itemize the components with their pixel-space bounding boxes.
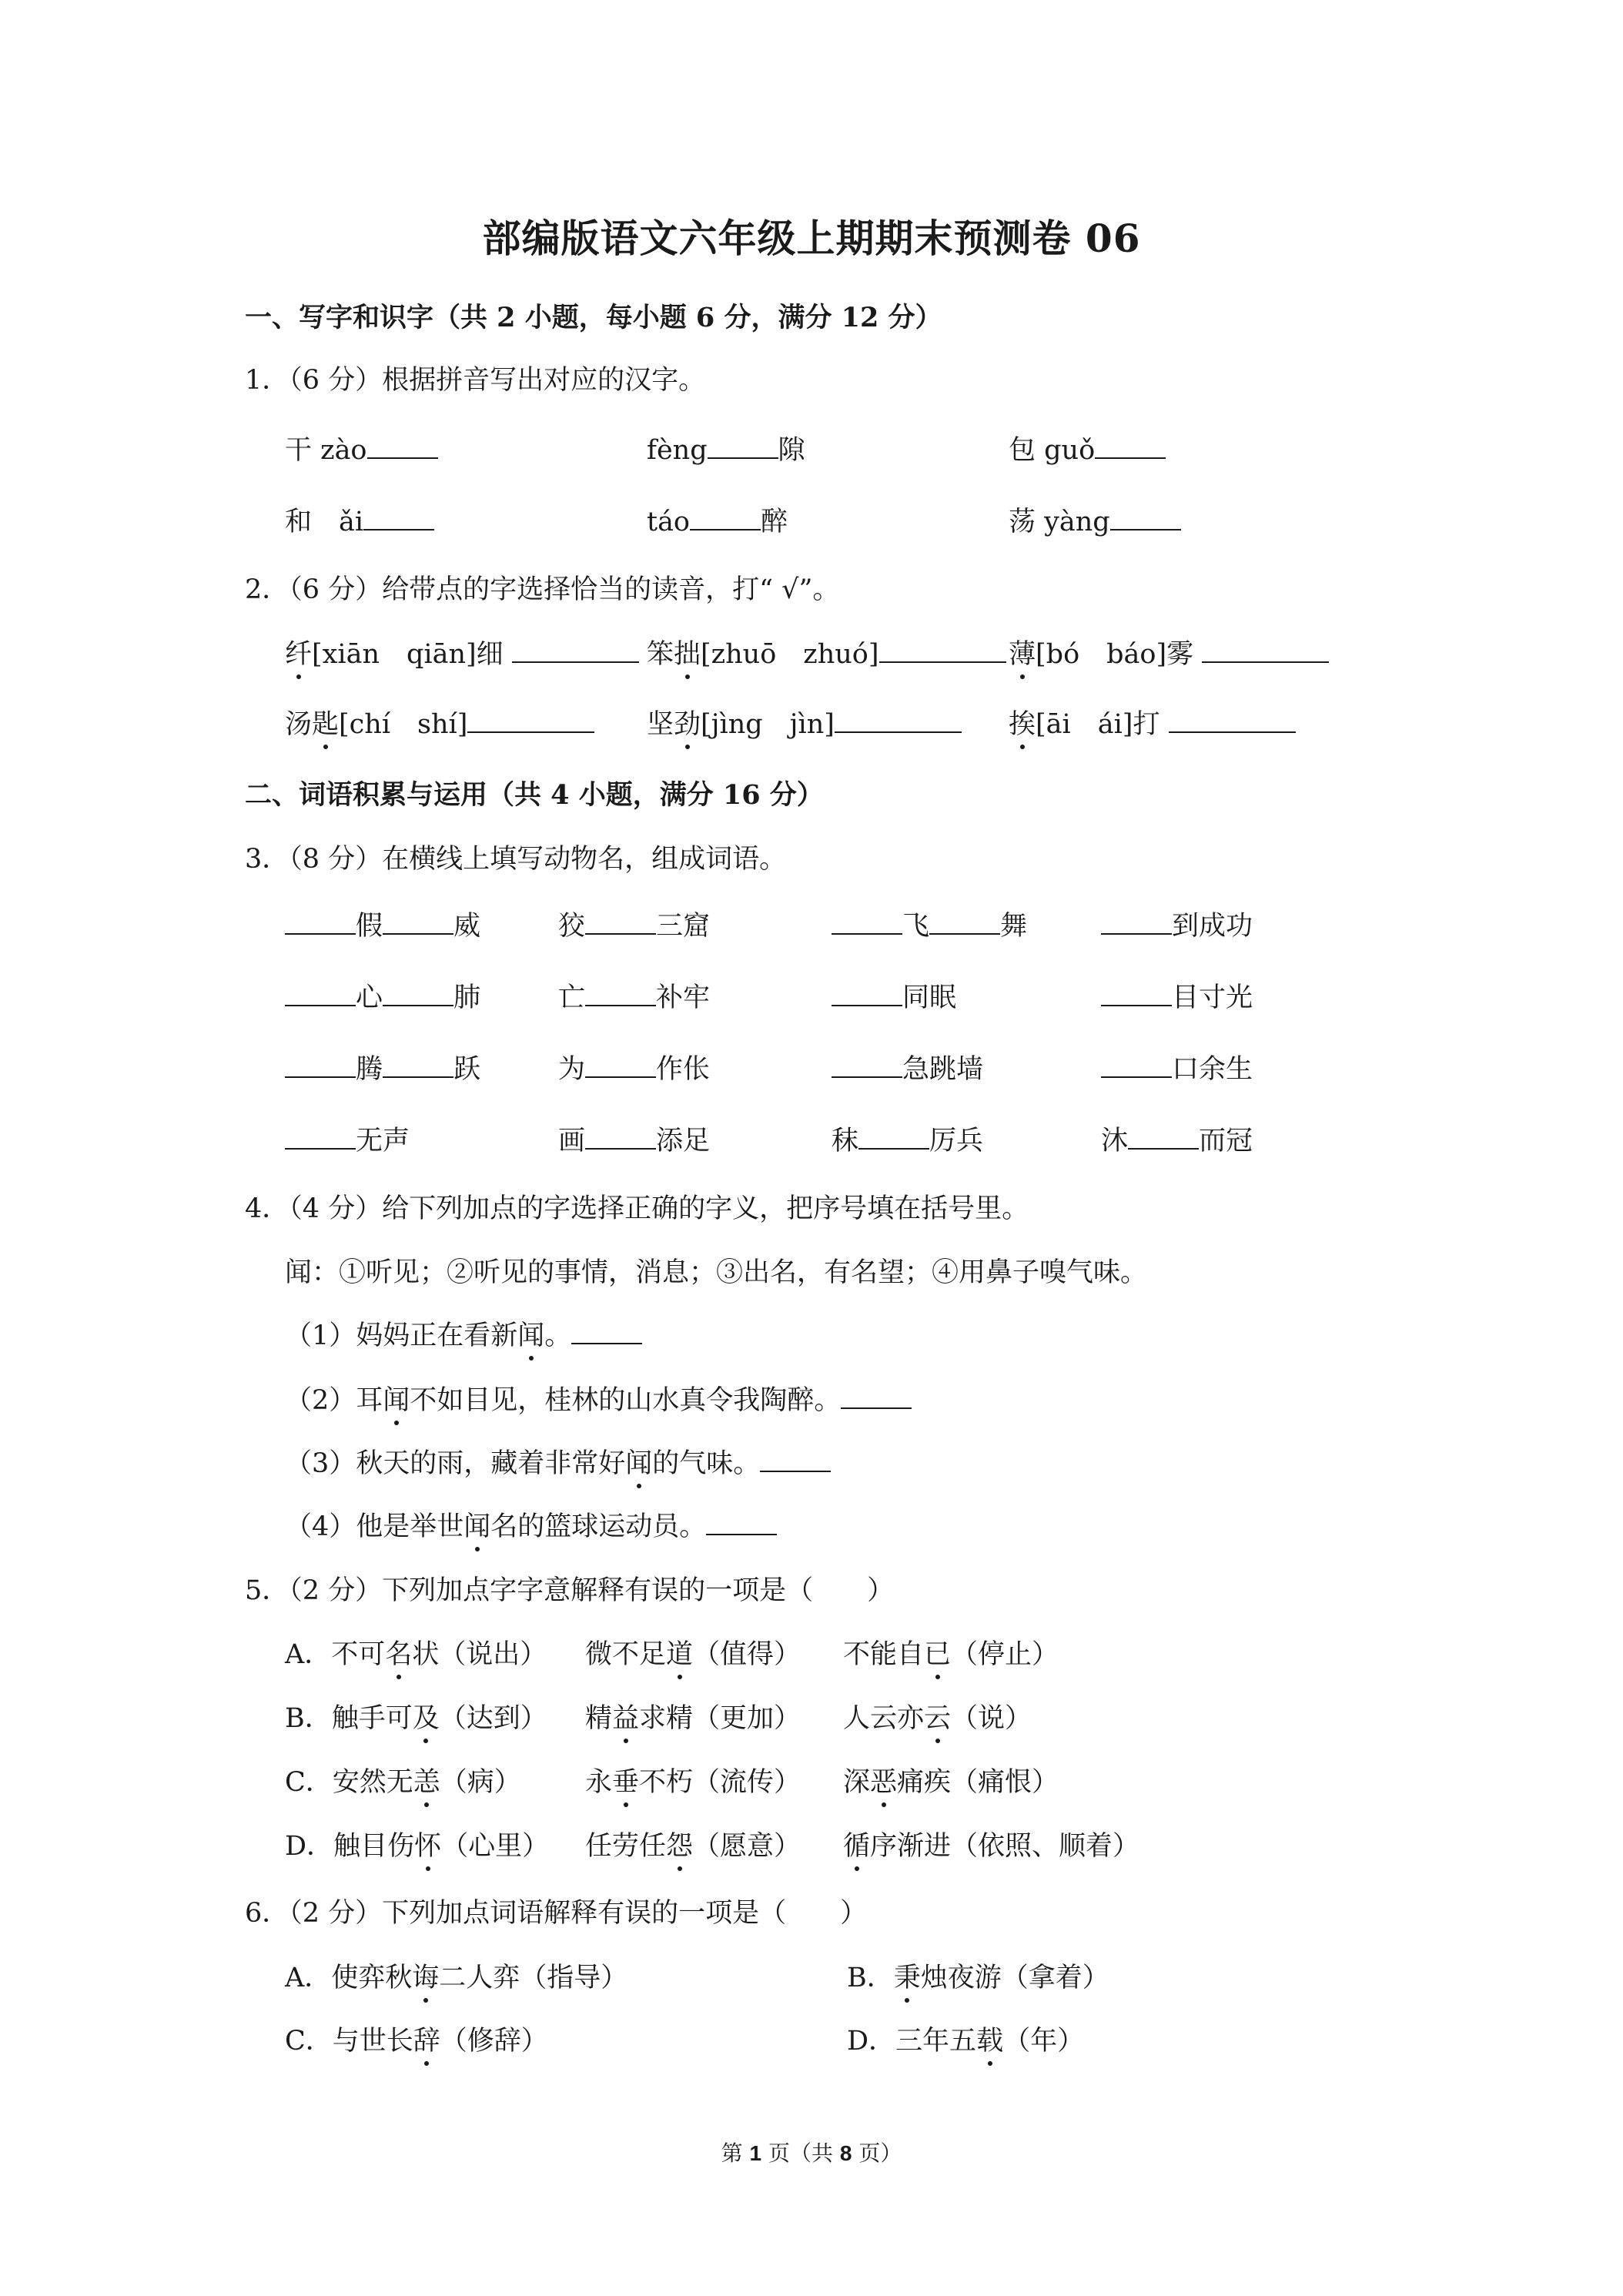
answer-blank[interactable] [858,1125,929,1150]
answer-blank[interactable] [841,1384,912,1409]
q3-item: 心 肺 [285,976,480,1015]
q3-item: 口余生 [1101,1048,1253,1086]
answer-blank[interactable] [1101,982,1172,1006]
q4-sentence-4: （4）他是举世闻名的篮球运动员。 [285,1505,777,1544]
q1-item: táo 醉 [647,507,788,537]
page-footer: 第 1 页（共 8 页） [721,2140,902,2166]
answer-blank[interactable] [832,1053,902,1078]
answer-blank[interactable] [706,1511,777,1535]
answer-blank[interactable] [285,1125,356,1150]
section-2-heading: 二、词语积累与运用（共 4 小题，满分 16 分） [245,779,824,811]
q6-option-d[interactable]: D．三年五载（年） [847,2026,1085,2057]
answer-blank[interactable] [832,982,902,1006]
q3-item: 目寸光 [1101,976,1253,1015]
q2-item: 薄[bó báo]雾 [1009,633,1329,671]
answer-blank[interactable] [1101,1053,1172,1078]
page-number: 1 [749,2141,762,2165]
q5-option-c[interactable]: C．安然无恙（病） 永垂不朽（流传） 深恶痛疾（痛恨） [285,1767,1059,1798]
answer-blank[interactable] [832,910,902,935]
q3-item: 狡 三窟 [558,911,711,942]
q4-sentence-2: （2）耳闻不如目见，桂林的山水真令我陶醉。 [285,1379,912,1417]
q4-meaning-list: 闻：①听见；②听见的事情，消息；③出名，有名望；④用鼻子嗅气味。 [285,1257,1148,1288]
q2-item: 纤[xiān qiān]细 [285,633,639,671]
q3-item: 秣 厉兵 [832,1126,984,1156]
page-total: 8 [839,2141,852,2165]
answer-blank[interactable] [285,982,356,1006]
question-5-stem: 5．（2 分）下列加点字字意解释有误的一项是（ ） [245,1575,895,1606]
q4-sentence-1: （1）妈妈正在看新闻。 [285,1314,642,1353]
q2-item: 汤匙[chí shí] [285,703,594,741]
answer-blank[interactable] [835,708,962,733]
q3-item: 急跳墙 [832,1048,983,1086]
question-2-stem: 2．（6 分）给带点的字选择恰当的读音，打“ √”。 [245,574,840,605]
q5-option-a[interactable]: A．不可名状（说出） 微不足道（值得） 不能自已（停止） [285,1639,1059,1670]
q6-option-b[interactable]: B．秉烛夜游（拿着） [847,1963,1109,1993]
question-6-stem: 6．（2 分）下列加点词语解释有误的一项是（ ） [245,1898,868,1929]
q2-row-2 [285,703,1454,741]
answer-blank[interactable] [585,982,656,1006]
answer-blank[interactable] [571,1320,642,1344]
q1-row-2 [285,500,1454,539]
answer-blank[interactable] [383,1053,453,1078]
answer-blank[interactable] [690,506,761,530]
q3-item: 到成功 [1101,905,1253,943]
answer-blank[interactable] [929,910,1000,935]
q1-item: 荡 yàng [1009,500,1181,539]
answer-blank[interactable] [585,910,656,935]
question-4-stem: 4．（4 分）给下列加点的字选择正确的字义，把序号填在括号里。 [245,1193,1029,1224]
answer-blank[interactable] [760,1448,831,1472]
q3-item: 亡 补牢 [558,982,711,1013]
question-1-stem: 1．（6 分）根据拼音写出对应的汉字。 [245,365,706,396]
q3-item: 同眠 [832,976,956,1015]
answer-blank[interactable] [1128,1125,1199,1150]
answer-blank[interactable] [383,982,453,1006]
q3-row-3 [285,1048,1454,1086]
section-1-heading: 一、写字和识字（共 2 小题，每小题 6 分，满分 12 分） [245,302,942,333]
answer-blank[interactable] [879,638,1006,663]
q1-row-1 [285,429,1454,467]
q1-item: 干 zào [285,429,438,467]
answer-blank[interactable] [383,910,453,935]
answer-blank[interactable] [512,638,639,663]
q2-item: 挨[āi ái]打 [1009,703,1296,741]
q3-item: 假 威 [285,905,480,943]
q3-row-1 [285,905,1454,943]
q4-sentence-3: （3）秋天的雨，藏着非常好闻的气味。 [285,1442,831,1481]
answer-blank[interactable] [708,434,778,459]
answer-blank[interactable] [585,1053,656,1078]
answer-blank[interactable] [1095,434,1166,459]
q5-option-d[interactable]: D．触目伤怀（心里） 任劳任怨（愿意） 循序渐进（依照、顺着） [285,1831,1140,1862]
q3-row-2 [285,976,1454,1015]
answer-blank[interactable] [585,1125,656,1150]
q3-item: 沐 而冠 [1101,1126,1253,1156]
answer-blank[interactable] [467,708,594,733]
answer-blank[interactable] [1110,506,1181,530]
question-3-stem: 3．（8 分）在横线上填写动物名，组成词语。 [245,844,787,875]
answer-blank[interactable] [285,1053,356,1078]
q3-item: 画 添足 [558,1126,711,1156]
q2-row-1 [285,633,1454,671]
q3-item: 腾 跃 [285,1048,480,1086]
q3-item: 飞 舞 [832,905,1027,943]
page-title: 部编版语文六年级上期期末预测卷 06 [482,216,1141,261]
q3-row-4 [285,1120,1454,1158]
q1-item: 和 ǎi [285,500,434,539]
q5-option-b[interactable]: B．触手可及（达到） 精益求精（更加） 人云亦云（说） [285,1703,1032,1734]
q2-item: 坚劲[jìng jìn] [647,703,962,741]
q3-item: 无声 [285,1120,410,1158]
answer-blank[interactable] [363,506,434,530]
q3-item: 为 作伥 [558,1054,711,1085]
answer-blank[interactable] [367,434,438,459]
answer-blank[interactable] [1169,708,1296,733]
q6-option-c[interactable]: C．与世长辞（修辞） [285,2026,548,2057]
q2-item: 笨拙[zhuō zhuó] [647,633,1006,671]
answer-blank[interactable] [1202,638,1329,663]
q1-item: 包 guǒ [1009,429,1166,467]
answer-blank[interactable] [285,910,356,935]
q6-option-a[interactable]: A．使弈秋诲二人弈（指导） [285,1963,628,1993]
q1-item: fèng 隙 [647,435,805,466]
answer-blank[interactable] [1101,910,1172,935]
